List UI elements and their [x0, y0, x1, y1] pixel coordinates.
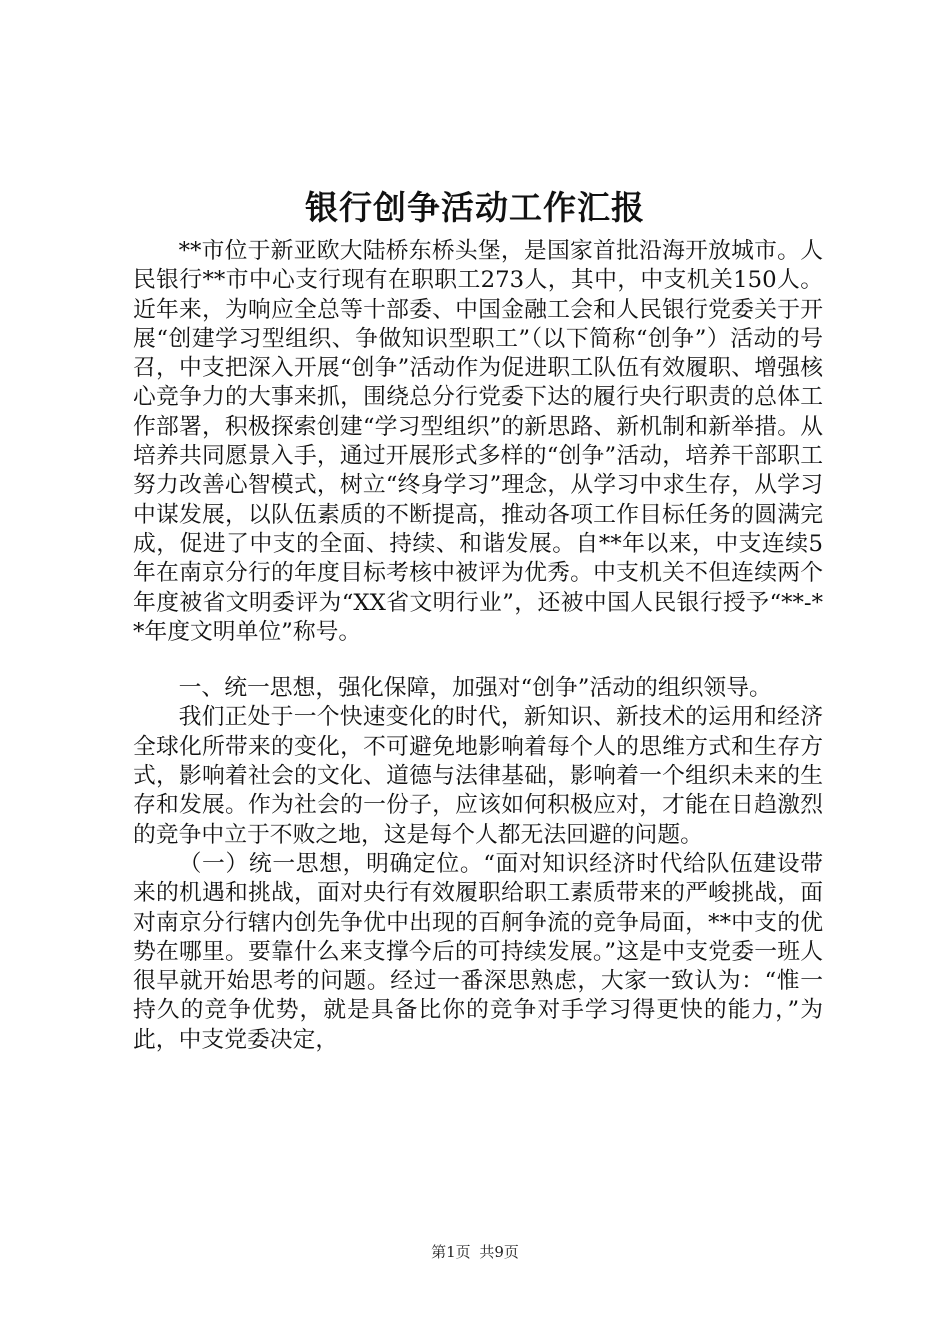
page-total: 共9页	[479, 1243, 519, 1261]
section-1-paragraph: 我们正处于一个快速变化的时代，新知识、新技术的运用和经济全球化所带来的变化，不可避免地影响着每个人的思维方式和生存方式，影响着社会的文化、道德与法律基础，影响着一个组织未来的生存和发展。作为社会的一份子，应该如何积极应对，才能在日趋激烈的竞争中立于不败之地，这是每个人都无法回避的问题。	[133, 704, 823, 848]
page-footer	[0, 1242, 950, 1262]
section-heading-1: 一、统一思想，强化保障，加强对“创争”活动的组织领导。	[178, 675, 772, 702]
subsection-1-paragraph: （一）统一思想，明确定位。“面对知识经济时代给队伍建设带来的机遇和挑战，面对央行有效履职给职工素质带来的严峻挑战，面对南京分行辖内创先争优中出现的百舸争流的竞争局面，**中支的优势在哪里。要靠什么来支撑今后的可持续发展。”这是中支党委一班人很早就开始思考的问题。经过一番深思熟虑，大家一致认为：“惟一持久的竞争优势，就是具备比你的竞争对手学习得更快的能力，”为此，中支党委决定，	[133, 850, 823, 1053]
intro-paragraph: **市位于新亚欧大陆桥东桥头堡，是国家首批沿海开放城市。人民银行**市中心支行现有在职职工273人，其中，中支机关150人。近年来，为响应全总等十部委、中国金融工会和人民银行党委关于开展“创建学习型组织、争做知识型职工”（以下简称“创争”）活动的号召，中支把深入开展“创争”活动作为促进职工队伍有效履职、增强核心竞争力的大事来抓，围绕总分行党委下达的履行央行职责的总体工作部署，积极探索创建“学习型组织”的新思路、新机制和新举措。从培养共同愿景入手，通过开展形式多样的“创争”活动，培养干部职工努力改善心智模式，树立“终身学习”理念，从学习中求生存，从学习中谋发展，以队伍素质的不断提高，推动各项工作目标任务的圆满完成，促进了中支的全面、持续、和谐发展。自**年以来，中支连续5年在南京分行的年度目标考核中被评为优秀。中支机关不但连续两个年度被省文明委评为“XX省文明行业”，还被中国人民银行授予“**-**年度文明单位”称号。	[133, 238, 823, 645]
document-body	[133, 237, 823, 1055]
paragraph-gap	[133, 647, 823, 674]
document-title: 银行创争活动工作汇报	[305, 188, 645, 227]
page-number: 第1页	[431, 1243, 471, 1261]
